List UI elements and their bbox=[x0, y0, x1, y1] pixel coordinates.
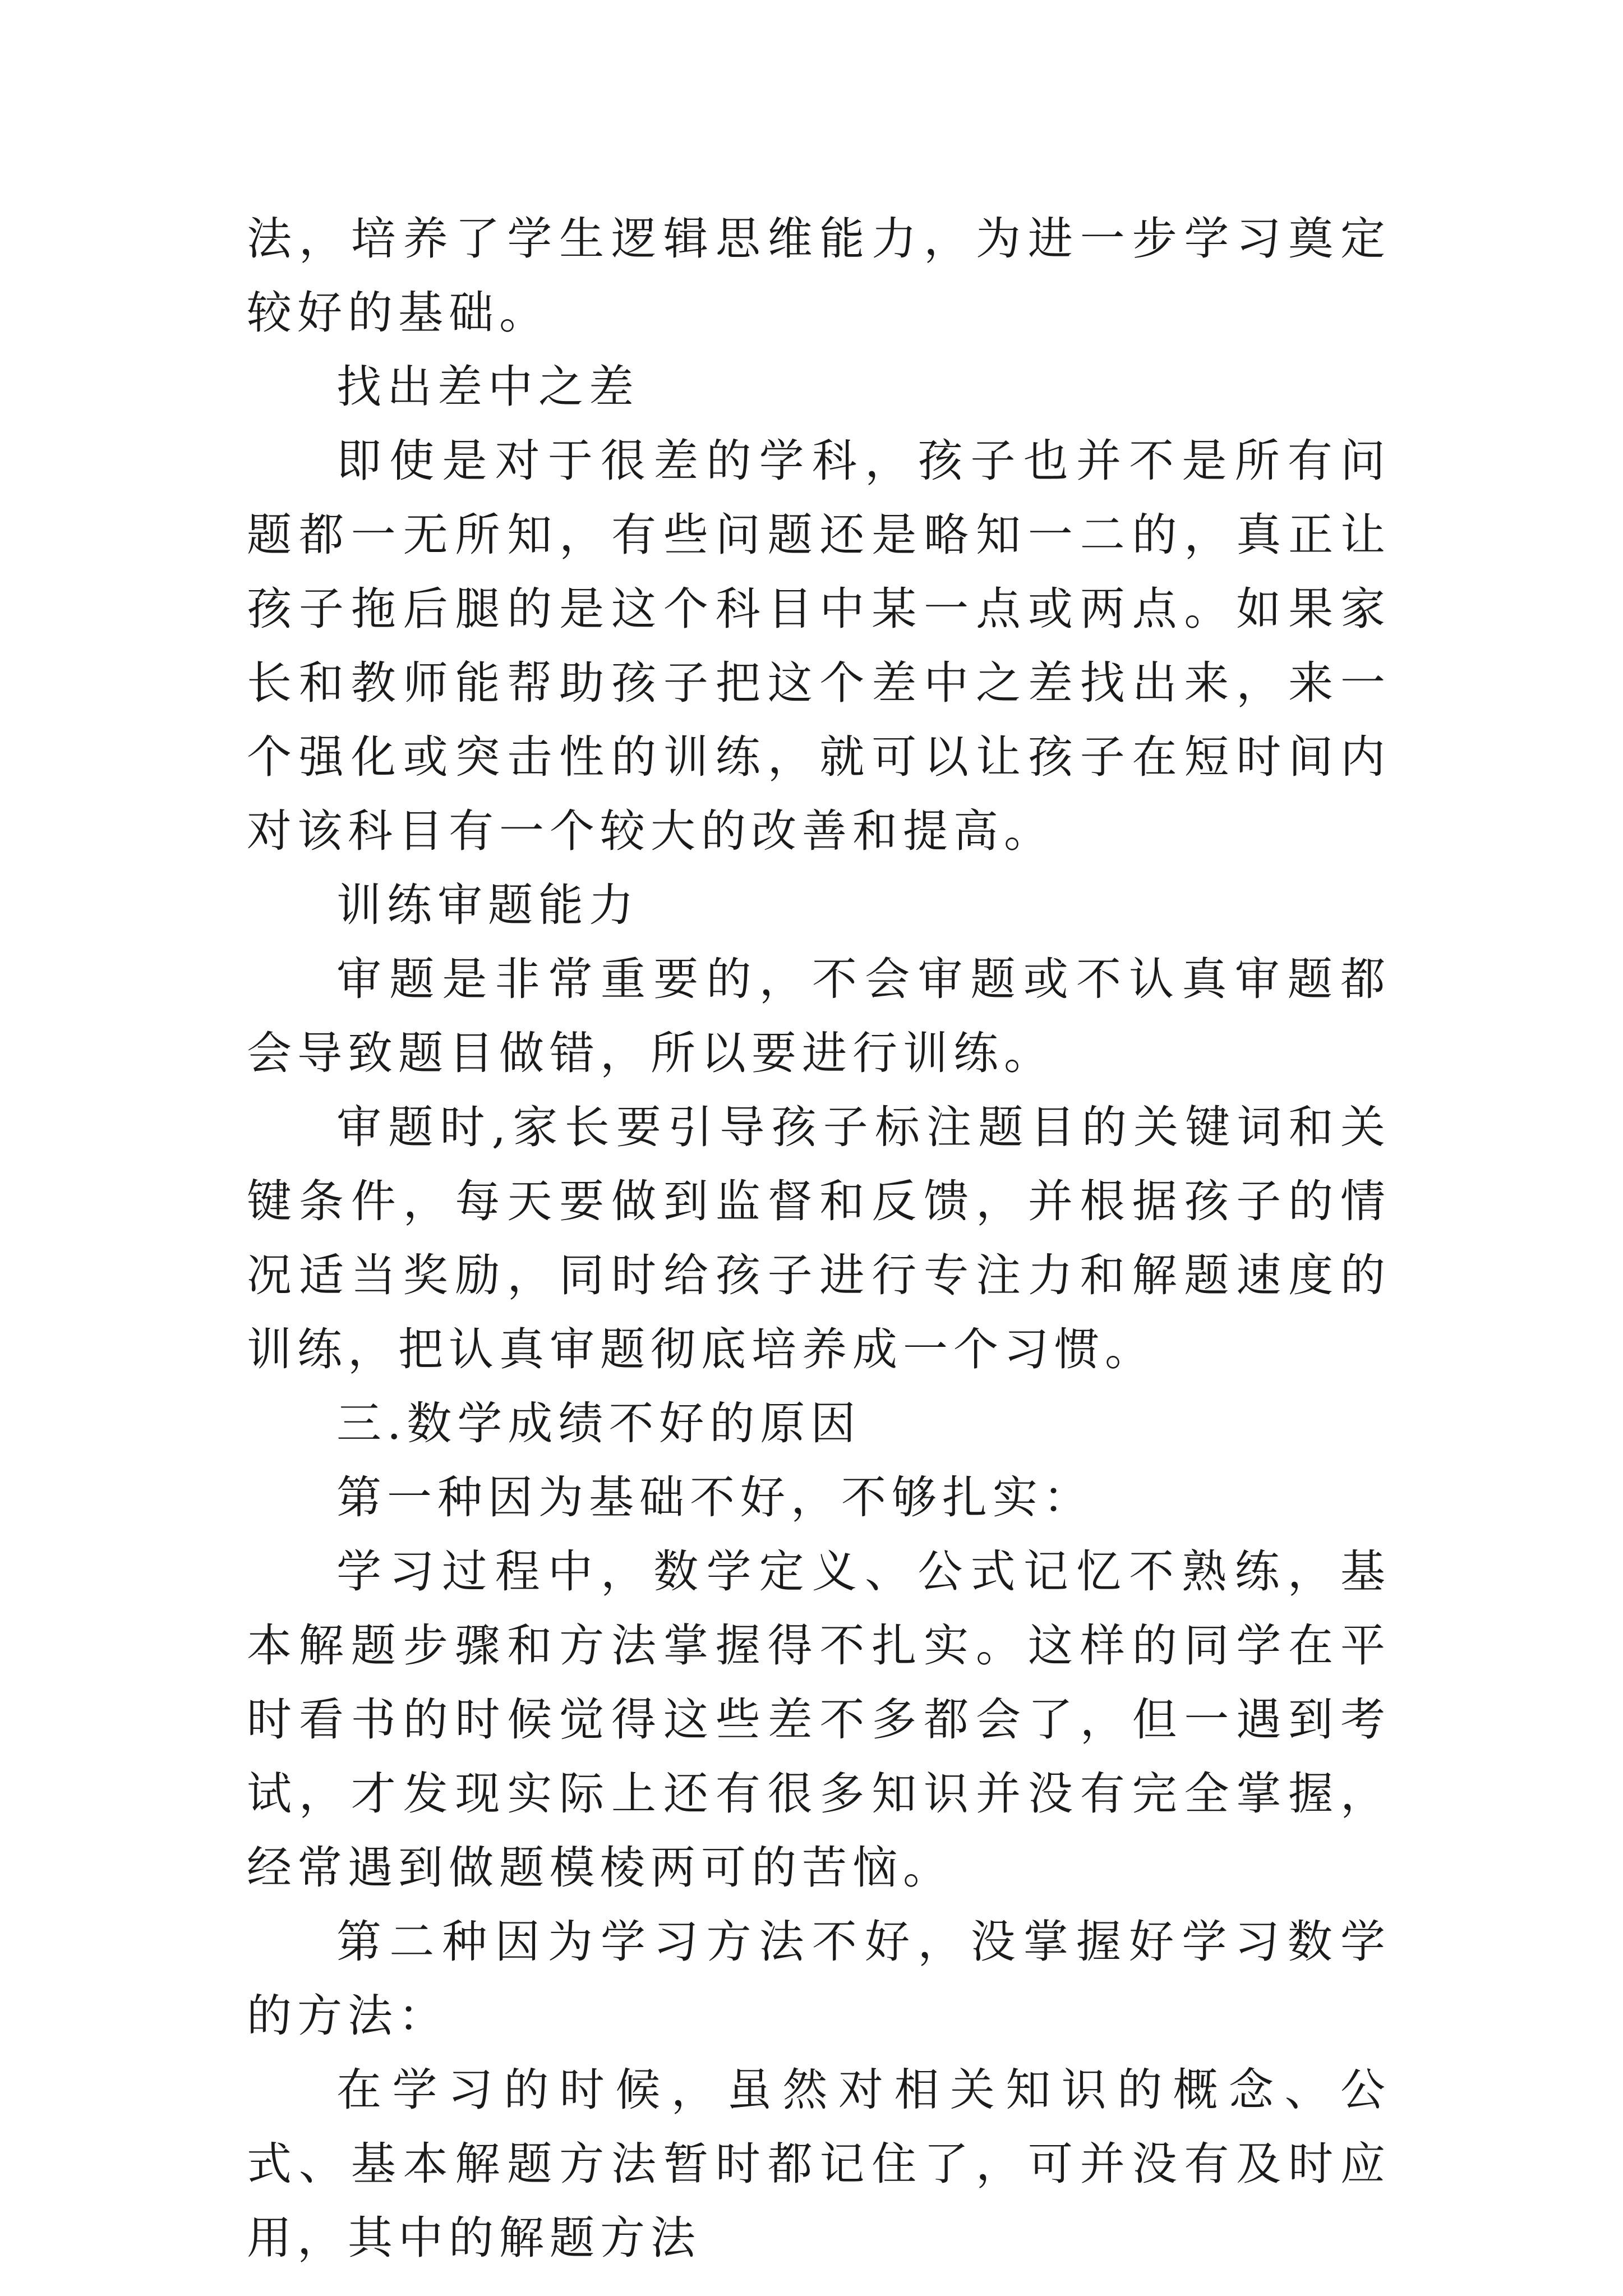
paragraph-review-importance: 审题是非常重要的，不会审题或不认真审题都会导致题目做错，所以要进行训练。 bbox=[247, 953, 1391, 1079]
subheading-reason-two: 第二种因为学习方法不好，没掌握好学习数学的方法： bbox=[247, 1916, 1391, 2042]
paragraph-review-method: 审题时,家长要引导孩子标注题目的关键词和关键条件，每天要做到监督和反馈，并根据孩子的情况适当奖励，同时给孩子进行专注力和解题速度的训练，把认真审题彻底培养成一个习惯。 bbox=[247, 1101, 1391, 1375]
section-heading-reasons: 三.数学成绩不好的原因 bbox=[336, 1397, 861, 1450]
paragraph-find-gaps: 即使是对于很差的学科，孩子也并不是所有问题都一无所知，有些问题还是略知一二的，真正让孩子拖后腿的是这个科目中某一点或两点。如果家长和教师能帮助孩子把这个差中之差找出来，来一个强化或突击性的训练，就可以让孩子在短时间内对该科目有一个较大的改善和提高。 bbox=[247, 435, 1391, 857]
document-body bbox=[247, 202, 1391, 2275]
subheading-reason-one: 第一种因为基础不好，不够扎实： bbox=[336, 1471, 1094, 1524]
paragraph-reason-one: 学习过程中，数学定义、公式记忆不熟练，基本解题步骤和方法掌握得不扎实。这样的同学在平时看书的时候觉得这些差不多都会了，但一遇到考试，才发现实际上还有很多知识并没有完全掌握，经常遇到做题模棱两可的苦恼。 bbox=[247, 1545, 1391, 1894]
section-heading-review-skill: 训练审题能力 bbox=[336, 879, 639, 931]
paragraph-reason-two: 在学习的时候，虽然对相关知识的概念、公式、基本解题方法暂时都记住了，可并没有及时应用，其中的解题方法 bbox=[247, 2064, 1391, 2264]
paragraph-continuation: 法，培养了学生逻辑思维能力，为进一步学习奠定较好的基础。 bbox=[247, 213, 1391, 339]
section-heading-find-gaps: 找出差中之差 bbox=[336, 361, 639, 413]
